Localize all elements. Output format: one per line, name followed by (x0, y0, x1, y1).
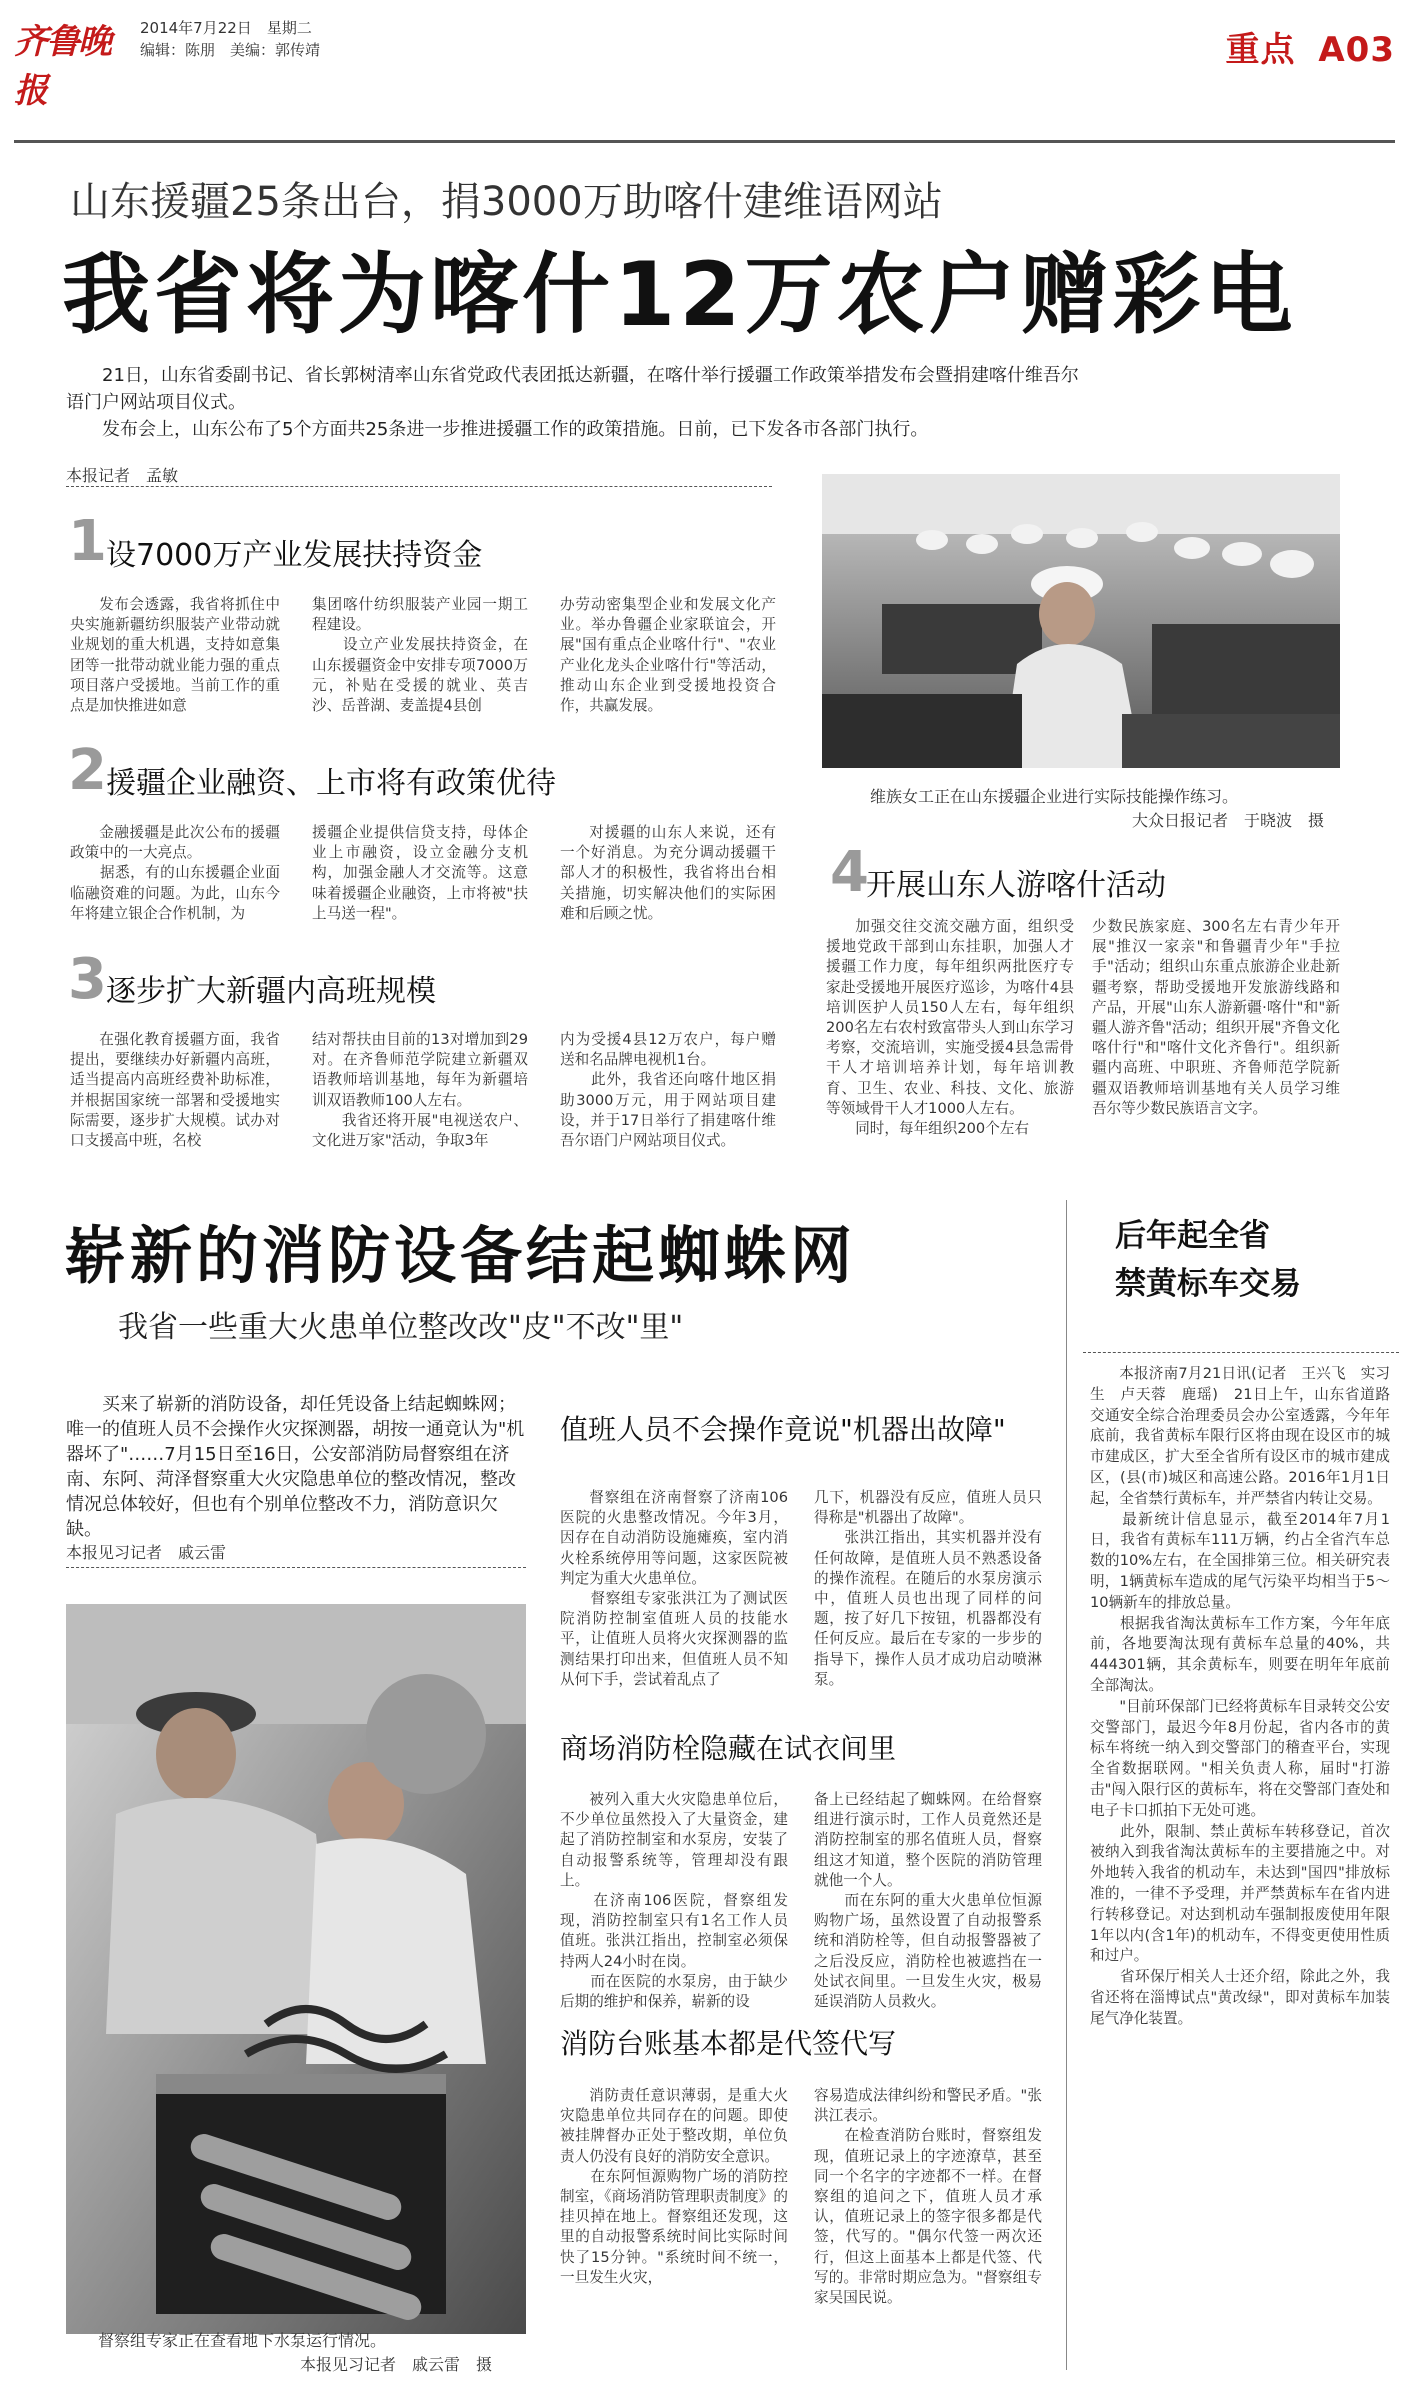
story2-subtitle-3: 消防台账基本都是代签代写 (560, 2027, 897, 2060)
section4-col1: 加强交往交流交融方面，组织受援地党政干部到山东挂职，加强人才援疆工作力度，每年组织两批医疗专家赴受援地开展医疗巡诊，为喀什4县培训医护人员150人左右，每年组织200名左右农村致富带头人到山东学习考察，交流培训，实施受援4县急需骨干人才培训培养计划，每年培训教育、卫生、农业、科技、文化、旅游等领域骨干人才1000人左右。 同时，每年组织200个左右 (826, 918, 1074, 1138)
editors-line: 编辑：陈朋 美编：郭传靖 (140, 41, 321, 59)
section3-col2: 结对帮扶由目前的13对增加到29对。在齐鲁师范学院建立新疆双语教师培训基地，每年为新疆培训双语教师100人左右。 我省还将开展"电视送农户、文化进万家"活动，争取3年 (312, 1031, 528, 1150)
sidebar-title-line2: 禁黄标车交易 (1115, 1266, 1301, 1302)
inspection-photo-caption: 督察组专家正在查看地下水泵运行情况。 (98, 2331, 387, 2350)
story2-divider (66, 1567, 526, 1568)
issue-date-line (140, 18, 312, 38)
sidebar-rule (1066, 1200, 1067, 2370)
story1-byline: 本报记者 孟敏 (66, 466, 179, 485)
section-title-2: 援疆企业融资、上市将有政策优待 (106, 766, 556, 801)
workers-photo-credit: 大众日报记者 于晓波 摄 (1132, 811, 1325, 830)
story2-subtitle-1: 值班人员不会操作竟说"机器出故障" (560, 1413, 1006, 1446)
section-header (1226, 22, 1395, 71)
story2-subhead: 我省一些重大火患单位整改改"皮"不改"里" (118, 1310, 684, 1345)
story2-sub1-col2: 几下，机器没有反应，值班人员只得称是"机器出了故障"。 张洪江指出，其实机器并没有任何故障，是值班人员不熟悉设备的操作流程。在随后的水泵房演示中，值班人员也出现了同样的问题，按了好几下按钮，机器都没有任何反应。最后在专家的一步步的指导下，操作人员才成功启动喷淋泵。 (814, 1489, 1042, 1688)
issue-date: 2014年7月22日 (140, 19, 252, 37)
section1-col2: 集团喀什纺织服装产业园一期工程建设。 设立产业发展扶持资金，在山东援疆资金中安排专项7000万元，补贴在受援的就业、英吉沙、岳普湖、麦盖提4县创 (312, 596, 528, 715)
section3-col3: 内为受援4县12万农户，每户赠送和名品牌电视机1台。 此外，我省还向喀什地区捐助3000万元，用于网站项目建设，并于17日举行了捐建喀什维吾尔语门户网站项目仪式。 (560, 1031, 776, 1150)
story2-sub2-col1: 被列入重大火灾隐患单位后，不少单位虽然投入了大量资金，建起了消防控制室和水泵房，安装了自动报警系统等，管理却没有跟上。 在济南106医院，督察组发现，消防控制室只有1名工作人员值班。张洪江指出，控制室必须保持两人24小时在岗。 而在医院的水泵房，由于缺少后期的维护和保养，崭新的设 (560, 1791, 788, 2011)
story1-lead-2: 发布会上，山东公布了5个方面共25条进一步推进援疆工作的政策措施。日前，已下发各市各部门执行。 (102, 419, 929, 440)
issue-weekday: 星期二 (266, 19, 312, 37)
inspection-photo-credit: 本报见习记者 戚云雷 摄 (300, 2355, 493, 2374)
section1-col1: 发布会透露，我省将抓住中央实施新疆纺织服装产业带动就业规划的重大机遇，支持如意集团等一批带动就业能力强的重点项目落户受援地。当前工作的重点是加快推进如意 (70, 596, 280, 715)
section-number-3: 3 (68, 947, 107, 1012)
section-name: 重点 (1225, 30, 1296, 70)
story2-sub3-col1: 消防责任意识薄弱，是重大火灾隐患单位共同存在的问题。即使被挂牌督办正处于整改期，单位负责人仍没有良好的消防安全意识。 在东阿恒源购物广场的消防控制室，《商场消防管理职责制度》的挂贝掉在地上。督察组还发现，这里的自动报警系统时间比实际时间快了15分钟。"系统时间不统一，一旦发生火灾， (560, 2087, 788, 2286)
section-number-4: 4 (830, 840, 869, 905)
section4-col2: 少数民族家庭、300名左右青少年开展"推汉一家亲"和鲁疆青少年"手拉手"活动；组织山东重点旅游企业赴新疆考察，帮助受援地开发旅游线路和产品，开展"山东人游新疆·喀什"和"新疆人游齐鲁"活动；组织开展"齐鲁文化喀什行"和"喀什文化齐鲁行"。组织新疆内高班、中职班、齐鲁师范学院新疆双语教师培训基地有关人员学习维吾尔等少数民族语言文字。 (1092, 918, 1340, 1117)
section2-col1: 金融援疆是此次公布的援疆政策中的一大亮点。 据悉，有的山东援疆企业面临融资难的问题。为此，山东今年将建立银企合作机制，为 (70, 824, 280, 922)
section1-col3: 办劳动密集型企业和发展文化产业。举办鲁疆企业家联谊会，开展"国有重点企业喀什行"、"农业产业化龙头企业喀什行"等活动，推动山东企业到受援地投资合作，共赢发展。 (560, 596, 776, 715)
story1-headline: 我省将为喀什12万农户赠彩电 (62, 243, 1297, 346)
page-number: A03 (1318, 30, 1395, 70)
section-title-3: 逐步扩大新疆内高班规模 (106, 974, 436, 1009)
newspaper-logo: 齐鲁晚报 (14, 22, 110, 111)
sidebar-divider (1083, 1352, 1399, 1353)
story2-headline: 崭新的消防设备结起蜘蛛网 (64, 1219, 857, 1292)
workers-photo (822, 474, 1340, 768)
story2-sub2-col2: 备上已经结起了蜘蛛网。在给督察组进行演示时，工作人员竟然还是消防控制室的那名值班人员，督察组这才知道，整个医院的消防管理就他一个人。 而在东阿的重大火患单位恒源购物广场，虽然设置了自动报警系统和消防栓等，但自动报警器被了之后没反应，消防栓也被遮挡在一处试衣间里。一旦发生火灾，极易延误消防人员救火。 (814, 1791, 1042, 2011)
section-number-1: 1 (68, 509, 107, 574)
section3-col1: 在强化教育援疆方面，我省提出，要继续办好新疆内高班，适当提高内高班经费补助标准，并根据国家统一部署和受援地实际需要，逐步扩大规模。试办对口支援高中班，名校 (70, 1031, 280, 1150)
section2-col2: 援疆企业提供信贷支持，母体企业上市融资，设立金融分支机构，加强金融人才交流等。这意味着援疆企业融资，上市将被"扶上马送一程"。 (312, 824, 528, 922)
story2-lead: 买来了崭新的消防设备，却任凭设备上结起蜘蛛网；唯一的值班人员不会操作火灾探测器，胡按一通竟认为"机器坏了"……7月15日至16日，公安部消防局督察组在济南、东阿、菏泽督察重大火灾隐患单位的整改情况，整改情况总体较好，但也有个别单位整改不力，消防意识欠缺。 (66, 1394, 525, 1540)
story2-subtitle-2: 商场消防栓隐藏在试衣间里 (560, 1732, 897, 1765)
masthead-rule (14, 140, 1395, 143)
story1-divider (66, 486, 772, 487)
story2-sub3-col2: 容易造成法律纠纷和警民矛盾。"张洪江表示。 在检查消防台账时，督察组发现，值班记录上的字迹潦草，甚至同一个名字的字迹都不一样。在督察组的追问之下，值班人员才承认，值班记录上的签字很多都是代签，代写的。"偶尔代签一两次还行，但这上面基本上都是代签、代写的。非常时期应急为。"督察组专家吴国民说。 (814, 2087, 1042, 2307)
story2-byline: 本报见习记者 戚云雷 (66, 1543, 227, 1562)
section-title-4: 开展山东人游喀什活动 (866, 868, 1166, 903)
section-title-1: 设7000万产业发展扶持资金 (106, 538, 483, 573)
inspection-photo (66, 1604, 526, 2334)
section-number-2: 2 (68, 738, 107, 803)
story1-lead-1: 21日，山东省委副书记、省长郭树清率山东省党政代表团抵达新疆，在喀什举行援疆工作政策举措发布会暨捐建喀什维吾尔语门户网站项目仪式。 (66, 365, 1079, 413)
story2-sub1-col1: 督察组在济南督察了济南106医院的火患整改情况。今年3月，因存在自动消防设施瘫痪，室内消火栓系统停用等问题，这家医院被判定为重大火患单位。 督察组专家张洪江为了测试医院消防控制室值班人员的技能水平，让值班人员将火灾探测器的监测结果打印出来，但值班人员不知从何下手，尝试着乱点了 (560, 1489, 788, 1688)
sidebar-title (1083, 1212, 1403, 1358)
sidebar-body: 本报济南7月21日讯(记者 王兴飞 实习生 卢天蓉 鹿瑶) 21日上午，山东省道路交通安全综合治理委员会办公室透露，今年年底前，我省黄标车限行区将由现在设区市的城市建成区，扩大至全省所有设区市的城市建成区，(县(市)城区和高速公路。2016年1月1日起，全省禁行黄标车，并严禁省内转让交易。 最新统计信息显示，截至2014年7月1日，我省有黄标车111万辆，约占全省汽车总数的10%左右，在全国排第三位。相关研究表明，1辆黄标车造成的尾气污染平均相当于5～10辆新车的排放总量。 根据我省淘汰黄标车工作方案，今年年底前，各地要淘汰现有黄标车总量的40%，共444301辆，其余黄标车，则要在明年年底前全部淘汰。 "目前环保部门已经将黄标车目录转交公安交警部门，最迟今年8月份起，省内各市的黄标车将统一纳入到交警部门的稽查平台，实现全省数据联网。"相关负责人称，届时"打游击"闯入限行区的黄标车，将在交警部门查处和电子卡口抓拍下无处可逃。 此外，限制、禁止黄标车转移登记，首次被纳入到我省淘汰黄标车的主要措施之中。对外地转入我省的机动车，未达到"国四"排放标准的，一律不予受理，并严禁黄标车在省内进行转移登记。对达到机动车强制报废使用年限1年以内(含1年)的机动车，不得变更使用性质和过户。 省环保厅相关人士还介绍，除此之外，我省还将在淄博试点"黄改绿"，即对黄标车加装尾气净化装置。 (1090, 1365, 1390, 2027)
workers-photo-caption: 维族女工正在山东援疆企业进行实际技能操作练习。 (870, 787, 1239, 806)
story1-kicker: 山东援疆25条出台，捐3000万助喀什建维语网站 (70, 179, 943, 225)
section2-col3: 对援疆的山东人来说，还有一个好消息。为充分调动援疆干部人才的积极性，我省将出台相关措施，切实解决他们的实际困难和后顾之忧。 (560, 824, 776, 922)
sidebar-title-line1: 后年起全省 (1115, 1218, 1270, 1254)
